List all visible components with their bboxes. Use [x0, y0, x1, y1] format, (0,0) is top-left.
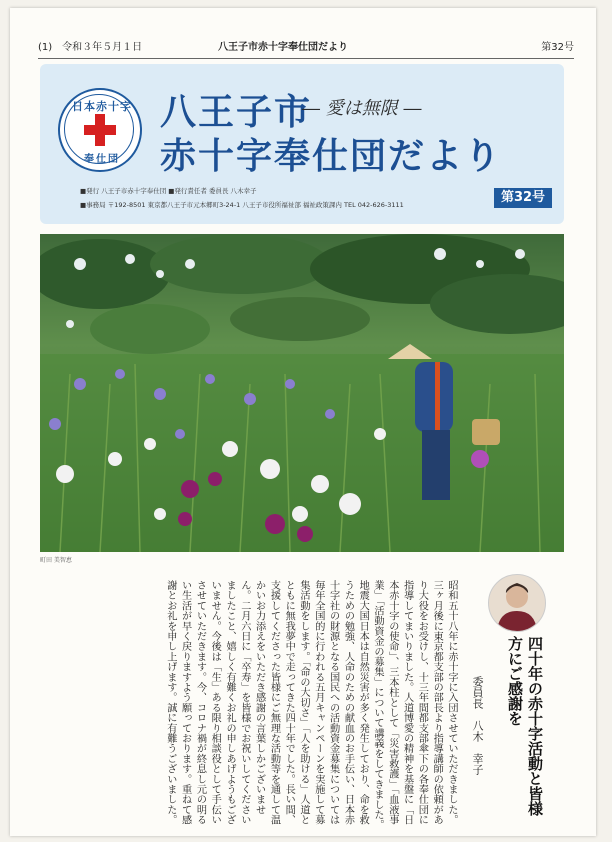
header-date: (1) 令和３年５月１日 [38, 42, 143, 53]
header-publication: 八王子市赤十字奉仕団だより [218, 42, 348, 53]
red-cross-icon [84, 114, 116, 146]
masthead-title-line2: 赤十字奉仕団だより [160, 136, 503, 177]
article-body: 昭和五十八年に赤十字に入団させていただきました。三ヶ月後に東京都支部の部長より指導講師の依頼があり大役をお受けし、十三年間都支部傘下の各奉仕団に指導してまいりました。人道博愛の精神を基盤に「日本赤十字の使命」、三本柱として「災害救護」「血液事業」「活動資金の募集」について講義をしてきました。地震大国日本は自然災害が多く発生しており、命を救うための勉強、人命のための献血のお手伝い、日本赤十字社の財源となる国民への活動資金募集については毎年全国的に行われる五月キャンペーンを実施して募集活動をします。「命の大切さ」「人を助ける」人道とともに無我夢中で走ってきた四十年でした。長い間、支援してくださった皆様にご無理な活動等を通して温かいお力添えをいただき感謝の言葉しかございません。二月六日に「卒寿」を皆様でお祝いしてくださいましたこと、嬉しく有難くお礼の申しあげようもございません。今後は「生」ある限り相談役として手伝いさせていただきます。今、コロナ禍が終息し元の明るい生活が早く戻りますよう願っております。重ねて感謝とお礼を申し上げます。誠に有難うございました。 [164, 580, 457, 830]
masthead-meta [80, 184, 404, 212]
article-heading: 四十年の赤十字活動と皆様方にご感謝を [506, 636, 544, 816]
emblem-bottom-text: 奉仕団 [84, 154, 120, 165]
meta-office: ■事務局 〒192-8501 東京都八王子市元本郷町3-24-1 八王子市役所福祉部 福祉政策課内 TEL 042-626-3111 [80, 201, 404, 209]
masthead-title-line1: 八王子市 [160, 92, 313, 133]
photo-caption: 町田 美智恵 [40, 557, 72, 564]
iris-garden-photo [40, 234, 564, 552]
article-author: 委員長 八木 幸子 [471, 676, 484, 775]
emblem-top-text: 日本赤十字 [72, 100, 132, 113]
masthead-motto: ― 愛は無限 ― [302, 98, 422, 119]
portrait-icon [489, 575, 545, 631]
header-divider [38, 58, 574, 59]
issue-badge: 第32号 [494, 188, 552, 208]
header-issue: 第32号 [541, 42, 574, 53]
page-header [38, 38, 574, 52]
masthead-banner [40, 64, 564, 224]
red-cross-emblem-icon [58, 88, 142, 172]
meta-publisher: ■発行 八王子市赤十字奉仕団 ■発行責任者 委員長 八木幸子 [80, 187, 257, 195]
author-portrait [488, 574, 546, 632]
newsletter-page [10, 8, 596, 836]
